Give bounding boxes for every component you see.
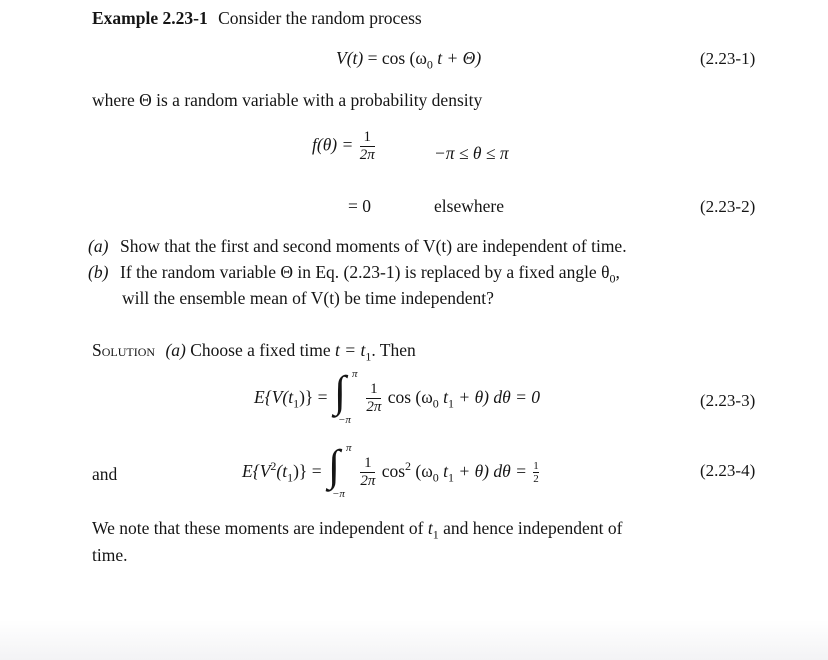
- solution-label: Solution: [92, 340, 156, 360]
- eq4-sub1b: 1: [448, 470, 455, 485]
- eq1-rest: t + Θ): [437, 48, 482, 68]
- part-b: [88, 262, 620, 287]
- eq3-lhs-end: )} =: [299, 387, 328, 408]
- eq2-condition: −π ≤ θ ≤ π: [434, 143, 509, 163]
- solution-text-a: Choose a fixed time: [190, 340, 331, 360]
- eq2-fraction: [360, 130, 375, 163]
- eq3-body3: + θ) dθ = 0: [458, 387, 541, 408]
- eq2-elsewhere: elsewhere: [434, 196, 504, 216]
- conclusion-text-b: and hence independent of: [443, 518, 623, 538]
- eq3-sub0: 0: [432, 396, 439, 411]
- page-bottom-shade: [0, 620, 828, 660]
- eq4-sub0: 0: [432, 470, 439, 485]
- eq3-fraction: [366, 382, 381, 415]
- eq4-body1: (ω: [415, 461, 433, 482]
- conclusion-line1: [92, 518, 622, 543]
- equation-2-23-1: [336, 48, 481, 73]
- integral-sign: [326, 441, 354, 500]
- eq3-den: 2π: [366, 399, 382, 416]
- conclusion-line2: time.: [92, 545, 128, 565]
- eq3-num: 1: [370, 381, 378, 398]
- eq3-lhs: E{V(t: [254, 387, 294, 408]
- solution-sub1: 1: [365, 349, 372, 364]
- conclusion-sub1: 1: [432, 527, 439, 542]
- solution-part: (a): [165, 340, 186, 360]
- eq4-lhs: E{V: [242, 461, 271, 482]
- eq3-int-lower: −π: [337, 414, 351, 426]
- eq4-sup2: 2: [270, 459, 277, 474]
- eq3-sub1: 1: [293, 396, 300, 411]
- eq2-lhs: f(θ) =: [312, 134, 354, 155]
- eq1-number: (2.23-1): [700, 49, 756, 68]
- part-b-sub0: 0: [609, 271, 616, 286]
- integral-sign: [332, 367, 360, 426]
- part-b-line1-end: ,: [615, 262, 620, 282]
- equation-2-23-2: [312, 130, 377, 163]
- eq2-num: 1: [363, 129, 371, 145]
- part-a-text: Show that the first and second moments of V(t) are independent of time.: [120, 236, 627, 256]
- eq4-result-den: 2: [533, 473, 539, 486]
- eq4-fraction: [360, 456, 375, 489]
- eq3-number: (2.23-3): [700, 391, 756, 410]
- eq3-sub1b: 1: [448, 396, 455, 411]
- example-intro: Consider the random process: [218, 8, 422, 28]
- part-a-label: (a): [88, 236, 109, 256]
- integral-symbol: ∫: [327, 441, 341, 490]
- eq4-sup2b: 2: [405, 459, 412, 474]
- and-text: and: [92, 464, 118, 484]
- where-text: where Θ is a random variable with a probability density: [92, 90, 483, 110]
- eq2-number: (2.23-2): [700, 197, 756, 216]
- equation-2-23-3: [254, 367, 541, 426]
- eq4-int-lower: −π: [331, 488, 345, 500]
- eq3-body2: t: [443, 387, 449, 408]
- integral-symbol: ∫: [333, 367, 346, 416]
- equation-2-23-4: [242, 441, 541, 500]
- conclusion-t1: t: [427, 518, 433, 538]
- example-heading: [92, 8, 422, 30]
- solution-text-b: . Then: [371, 340, 416, 360]
- part-b-line2: will the ensemble mean of V(t) be time independent?: [122, 288, 494, 308]
- eq4-den: 2π: [360, 473, 376, 490]
- eq2-zero: = 0: [348, 196, 371, 216]
- eq1-rhs: = cos (ω: [367, 48, 427, 68]
- eq3-int-upper: π: [351, 368, 358, 380]
- eq2-den: 2π: [359, 146, 375, 163]
- conclusion-text-a: We note that these moments are independent of: [92, 518, 424, 538]
- eq4-body3: + θ) dθ =: [458, 461, 527, 482]
- eq1-sub0: 0: [426, 57, 433, 72]
- part-a: [88, 236, 627, 258]
- eq4-result: [533, 461, 539, 486]
- eq3-body: cos (ω: [387, 387, 433, 408]
- eq4-sub1: 1: [287, 470, 294, 485]
- part-b-line1: If the random variable Θ in Eq. (2.23-1) is replaced by a fixed angle θ: [120, 262, 610, 282]
- eq4-num: 1: [364, 455, 372, 472]
- example-label: Example 2.23-1: [92, 8, 208, 28]
- eq4-result-num: 1: [533, 459, 539, 472]
- eq1-lhs: V(t): [336, 48, 364, 68]
- solution-line: [92, 340, 416, 365]
- eq4-lhs-end: )} =: [293, 461, 322, 482]
- eq4-lhs2: (t: [276, 461, 288, 482]
- eq4-number: (2.23-4): [700, 461, 756, 480]
- eq4-body2: t: [443, 461, 449, 482]
- eq4-body: cos: [381, 461, 406, 482]
- eq4-int-upper: π: [345, 442, 352, 454]
- part-b-label: (b): [88, 262, 109, 282]
- solution-t-eq: t = t: [335, 340, 366, 360]
